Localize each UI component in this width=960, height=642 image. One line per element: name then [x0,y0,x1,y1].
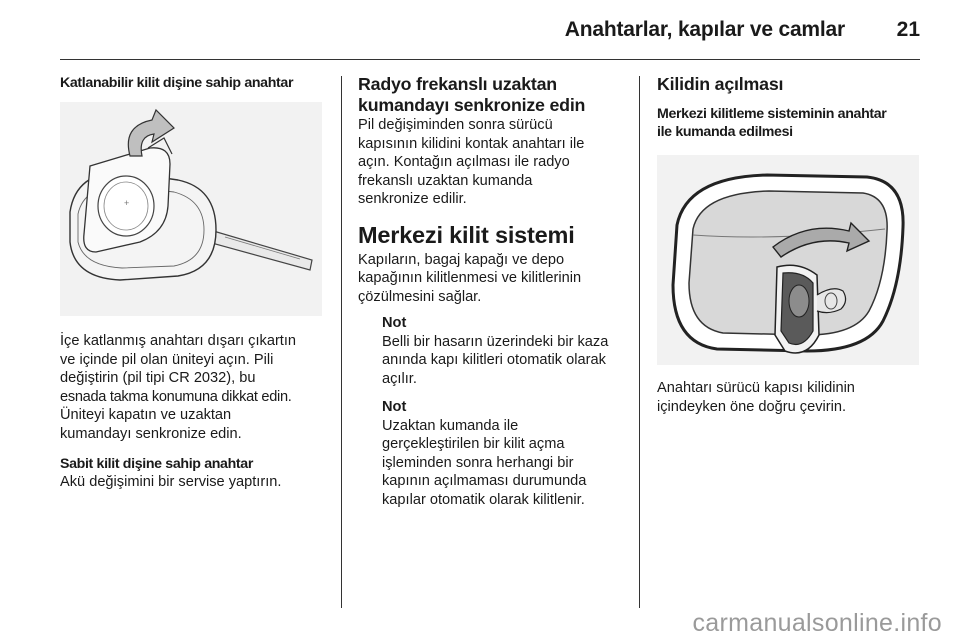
subheading-key-control-line-1: Merkezi kilitleme sisteminin anahtar [657,106,887,122]
note-2-label: Not [382,399,407,415]
sync-line-5: senkronize edilir. [358,191,467,207]
note-2-line-2: gerçekleştirilen bir kilit açma [382,436,565,452]
column-2 [358,74,628,509]
central-locking-line-1: Kapıların, bagaj kapağı ve depo [358,251,565,268]
column-divider-1 [341,76,342,608]
note-2 [358,398,628,509]
heading-sync-remote-line-1: Radyo frekanslı uzaktan [358,74,557,94]
heading-fixed-key: Sabit kilit dişine sahip anahtar [60,456,253,472]
fixed-key-text: Akü değişimini bir servise yaptırın. [60,474,282,490]
folding-key-line-2: ve içinde pil olan üniteyi açın. Pili [60,351,274,368]
note-1 [358,314,628,388]
figure-key-battery [60,102,322,316]
note-2-line-5: kapılar otomatik olarak kilitlenir. [382,491,585,508]
folding-key-line-1: İçe katlanmış anahtarı dışarı çıkartın [60,333,297,349]
door-lock-illustration [657,155,919,365]
sync-line-2: kapısının kilidini kontak anahtarı ile [358,135,585,152]
heading-folding-key: Katlanabilir kilit dişine sahip anahtar [60,75,294,91]
caption-line-2: içindeyken öne doğru çevirin. [657,398,847,415]
central-locking-line-3: çözülmesini sağlar. [358,288,482,305]
note-2-line-3: işleminden sonra herhangi bir [382,454,574,471]
sync-line-3: açın. Kontağın açılması ile radyo [358,154,570,170]
central-locking-line-2: kapağının kilitlenmesi ve kilitlerinin [358,270,582,286]
section-title: Anahtarlar, kapılar ve camlar [564,18,845,41]
watermark: carmanualsonline.info [692,609,942,637]
folding-key-line-5: Üniteyi kapatın ve uzaktan [60,407,232,423]
note-1-line-2: anında kapı kilitleri otomatik olarak [382,352,606,368]
column-3 [657,74,922,416]
column-divider-2 [639,76,640,608]
heading-central-locking: Merkezi kilit sistemi [358,221,575,248]
svg-text:+: + [124,198,130,208]
sync-line-4: frekanslı uzaktan kumanda [358,172,533,189]
page-number: 21 [896,18,920,41]
caption-line-1: Anahtarı sürücü kapısı kilidinin [657,380,855,396]
note-2-line-1: Uzaktan kumanda ile [382,417,519,434]
column-1 [60,74,330,492]
heading-unlocking: Kilidin açılması [657,74,784,94]
note-1-line-3: açılır. [382,370,417,387]
key-blade [208,230,312,270]
note-1-line-1: Belli bir hasarın üzerindeki bir kaza [382,333,609,350]
folding-key-line-3: değiştirin (pil tipi CR 2032), bu [60,370,256,386]
sync-line-1: Pil değişiminden sonra sürücü [358,117,553,133]
subheading-key-control-line-2: ile kumanda edilmesi [657,124,793,140]
folding-key-line-6: kumandayı senkronize edin. [60,425,242,442]
folding-key-line-4: esnada takma konumuna dikkat edin. [60,388,292,405]
header-rule [60,59,920,60]
note-1-label: Not [382,315,407,331]
figure-door-lock [657,155,919,365]
note-2-line-4: kapının açılmaması durumunda [382,473,587,489]
heading-sync-remote-line-2: kumandayı senkronize edin [358,95,586,115]
key-battery-illustration [60,102,322,316]
